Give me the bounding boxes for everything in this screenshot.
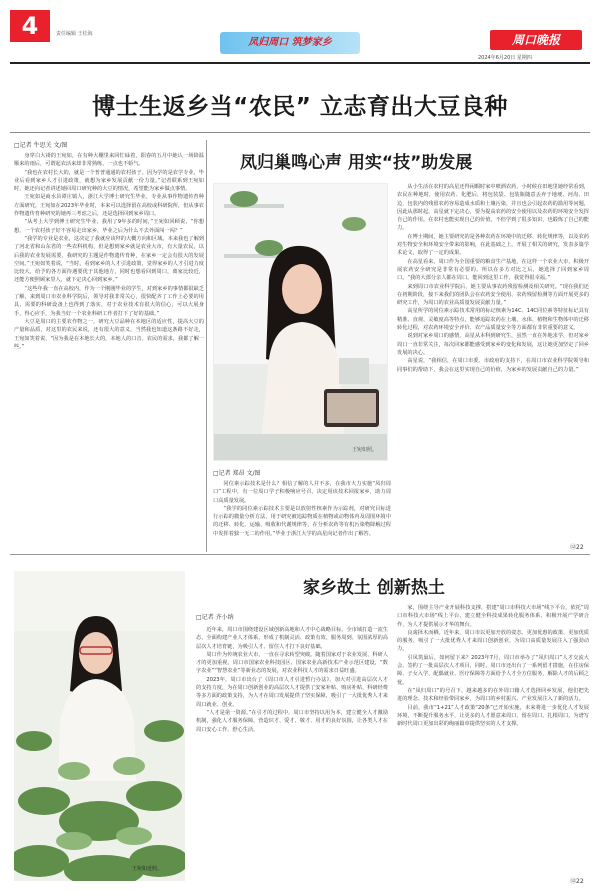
- paragraph: 良禽择木而栖。近年来，周口市以更加开放的姿态、更加优惠的政策、更加优质的服务，吸引了一大批优秀人才来周口创新创业，为周口高质量发展注入了强劲动力。: [397, 629, 589, 653]
- story2-byline: □记者 郑昂 文/图: [213, 470, 261, 477]
- subhead-1: 凤归巢鸣心声 用实“技”助发展: [240, 153, 473, 173]
- headline-rule: [10, 132, 590, 133]
- paragraph: 目前，我市“1+21”人才政策“20条”已开始实施，未来将进一步优化人才发展环境，不断提升服务水平，让更多的人才愿意来周口、留在周口、扎根周口，为谱写新时代周口更加出彩的绚丽篇章提供坚实的人才支撑。: [397, 704, 589, 728]
- paragraph: 高星所学的同位素示踪技术常用的标记核素为14C、14C同位素等特征标记具有精准、直观、灵敏度高等特点，能够追踪农药在土壤、水体、植物和生物体中的迁移转化过程，对农药环境安全评价、农产品质量安全等方面都有非常重要的意义。: [397, 308, 589, 332]
- photo-illustration-2: [14, 571, 185, 881]
- editor-line: 责任编辑 王松海: [56, 31, 93, 37]
- column-divider: [206, 140, 207, 552]
- story1-byline: □记者 牛思关 文/图: [14, 142, 68, 149]
- photo-illustration-1: [214, 184, 388, 461]
- story1-body: [14, 152, 204, 550]
- paragraph: 从小生活在农村的高星还得闲暇时家中喷洒农药，小时候在田地里她经常看到，农民在种地时，使用农药、化肥后，将包装袋、包装瓶随意丢弃于地埂、河沟、田边，包装内的残留农药容易造成水质和土壤污染，并且也会引起农药的滥用等问题，因此从那时起，高星就下定决心，要为提高农药的安全使用以及农药的环境安全发挥自己的作用。在农村也能实现自己的价值，不但学到了很多知识，也锻炼了自己的能力。: [397, 184, 589, 232]
- paragraph: 同位素示踪技术是什么？相信了解的人并不多，在我市大力实施“凤归周口”工程中，有一位周口学子积极响应号召，决定用该技术回报家乡，助力周口高质量发展。: [213, 481, 391, 504]
- paragraph: “人才是第一资源。”在引才的过程中，周口市坚持以用为本，建立健全人才激励机制，强化人才服务保障，营造识才、爱才、敬才、用才的良好氛围，让各类人才在周口安心工作、舒心生活。: [196, 709, 388, 733]
- headline: 博士生返乡当“农民” 立志育出大豆良种: [92, 94, 508, 120]
- story2-right-body: [397, 183, 589, 541]
- paragraph: 在高星看来，周口作为全国重要的粮食生产基地，在这样一个农业大市，积极开展农药安全研究是非常有必要的。所以在多方对比之后，她选择了回到家乡周口。“我的大部分亲人都在周口，能回到这里工作，我觉得很幸福。”: [397, 258, 589, 282]
- header-rule: [10, 62, 590, 64]
- paragraph: “我学的同位素示踪技术主要是以放射性核素作为示踪剂，对研究目标进行示踪的微量分析方法，用于研究被追踪物质在植物或动物体内及周围环境中的迁移、转化、运输、吸收和代谢规律等，在分析农药等有机污染物降解过程中发挥着独一无二的作用。”毕业于浙江大学的高星向记者作出了解答。: [213, 505, 391, 537]
- paragraph: “我学的专业是农业，这决定了我就应该拜的大概方向和区域。本来我也了解到了河北省和山东省的一些农科机构，但是想到家乡就是农业大市，有大量农民，以后我的农业发展需要，我研究的主题是作物遗传育种，在家乡一定会有很大的发展空间。”王宛如笑着说，“当时，看到家乡的人才引进政策，觉得家乡的人才引进力度比较大，给予的各方面待遇要优于其他地方，同时也想看回到周口，离家比较近，还能方便照顾家里人，就下定决心回到家乡。”: [14, 235, 204, 284]
- photo2-caption: 王宛如近照。: [132, 866, 163, 872]
- paragraph: 家，围绕主导产业开展科技支撑，搭建“周口市科技大市场”线下平台，依托“周口市科技大市场”线上平台，建立健全科技成果转化服务体系，积极开展产学研合作，为人才提供展示才华的舞台。: [397, 605, 589, 628]
- section-rule: [10, 554, 590, 555]
- paragraph: 在“凤归周口”的号召下，越来越多的在外周口籍人才选择回乡发展，他们把先进的理念、技术和经验带回家乡，为周口的乡村振兴、产业发展注入了新的活力。: [397, 687, 589, 703]
- paragraph: “从考上大学到博士研究生毕业，我用了9年多的时间，”王宛如回顾说，“你想想，一个农村孩子好不容易走出家乡，毕业之后为什么不去外面闯一闯？”: [14, 219, 204, 234]
- photo1-caption: 王宛如照。: [352, 447, 378, 453]
- paragraph: “这些年我一直在高校内，作为一个刚刚毕业的学生，对到家乡的事情都很缺乏了解，来到周口市农业科学院后，领导对我非常关心，很快配齐了工作上必要的用具，需要的科研设备上也得到了落实，对于农业技术有很大的信心，可以大展身手，得心应手，为我当好一个农业科研工作者打下了好的基础。”: [14, 285, 204, 317]
- story2-sign: ⑫22: [570, 544, 584, 551]
- page-number: 4: [10, 10, 50, 42]
- paragraph: 在博士期间，她主要研究的是各种农药在环境中的迁移、转化规律等，以及农药对生物安全和环境安全带来的影响，在此基础之上，开展了相关的研究，发表多篇学术论文，取得了一定的成果。: [397, 233, 589, 257]
- paragraph: 引凤筑巢后，如何留下来？2023年7月，周口市举办了“凤归周口”人才交流大会，签约了一批高层次人才项目，同时，周口市还出台了一系列留才措施，在住房保障、子女入学、配偶就业、医疗保障等方面给予人才全方位服务，解除人才的后顾之忧。: [397, 654, 589, 686]
- paragraph: 身穿白大褂的王宛如，在有种大棚里来回忙碌着，阳春的五月中她认一场降温顺来的雨后，可谓起农活来却非常熟练，一点也不娇气。: [14, 153, 204, 168]
- paragraph: 大豆是周口的主要农作物之一，研究大豆品种在本地区的适应性，提高大豆的产量和品质，对这里的农民来说，还有很大的意义，当然我也知道这条路不好走，王宛如笑着说，“因为我是在本地长大的，本地人的口音、农民的需求，我都了解一些。”: [14, 318, 204, 350]
- photo-wang-wanru-lab: [213, 183, 388, 461]
- paragraph: 高星说，“我相信，在周口市委、市政府的支持下，在周口市农业科学院领导和同事们的帮助下，我会在这里实现自己的价值，为家乡的发展贡献自己的力量。”: [397, 358, 589, 373]
- photo-wang-wanru-field: [14, 571, 185, 881]
- story2-body: [213, 480, 391, 550]
- paragraph: 来到周口市农业科学院后，她主要从事农药残留检测及相关研究。“现在我们还在初期阶段，接下来我们的团队会在农药安全使用、农药残留检测等方面开展更多的研究工作，为周口的农业高质量发展贡献力量。”: [397, 283, 589, 307]
- newspaper-logo: 周口晚报: [490, 30, 582, 50]
- story3-sign: ⑫22: [570, 878, 584, 885]
- story3-byline: □记者 齐小纳: [196, 614, 234, 621]
- paragraph: 说到对家乡周口的感情，高星从本科到研究生，虽然一直在外地求学，但对家乡周口一直非常关注，每次回家都能感受到家乡的变化和发展，这让她更加坚定了回乡发展的决心。: [397, 333, 589, 356]
- story3-left-body: [196, 626, 388, 884]
- paragraph: 近年来，周口市围绕建设区域创新高地和人才中心战略目标，全市域打造一流生态，全面构建产业人才体系，形成了机制灵活、政策有效、服务周到、氛围浓厚的高层次人才培育链，为吸引人才、留住人才打下良好基础。: [196, 627, 388, 650]
- paragraph: 周口作为传统农业大市，一直在寻求转型突破。随着国家对于农业发展、科研人才的更加重视，周口市国家农业科技园区、国家农业高新技术产业示范区建设，“数字农业”“智慧农业”等新业态的发展，对农业科技人才的需求日益旺盛。: [196, 651, 388, 675]
- paragraph: 王宛如是商水县谭庄镇人，浙江大学博士研究生毕业，专业从事作物遗传育种方面研究。王宛如在2023年毕业时，本来可以选择留在高校或科研院所，但从事农作物遗传育种研究的她再三考虑之后，还是选择回到家乡周口。: [14, 194, 204, 218]
- subhead-2: 家乡故土 创新热土: [303, 578, 445, 598]
- story3-right-body: [397, 604, 589, 878]
- paragraph: “我也在农村长大的，就是一个普普通通的农村孩子。因为学的是农学专业，毕业后看到家乡人才引进政策，就想为家乡发展贡献一份力量。”记者联系到王宛如时，她还向记者讲述她回周口研究种的大豆的情况，希望能为家乡做点事情。: [14, 169, 204, 193]
- paragraph: 2023年，周口市出台了《周口市人才引进暂行办法》，加大对引进高层次人才的支持力度，为在周口创新创业的高层次人才提供了安家补贴、购房补贴、科研经费等多方面的政策支持，为人才在周口发展提供了坚实保障，吸引了一大批优秀人才来周口就业、创业。: [196, 676, 388, 708]
- issue-date: 2024年6月20日 星期四: [478, 55, 532, 61]
- column-banner: 凤归周口 筑梦家乡: [220, 32, 360, 54]
